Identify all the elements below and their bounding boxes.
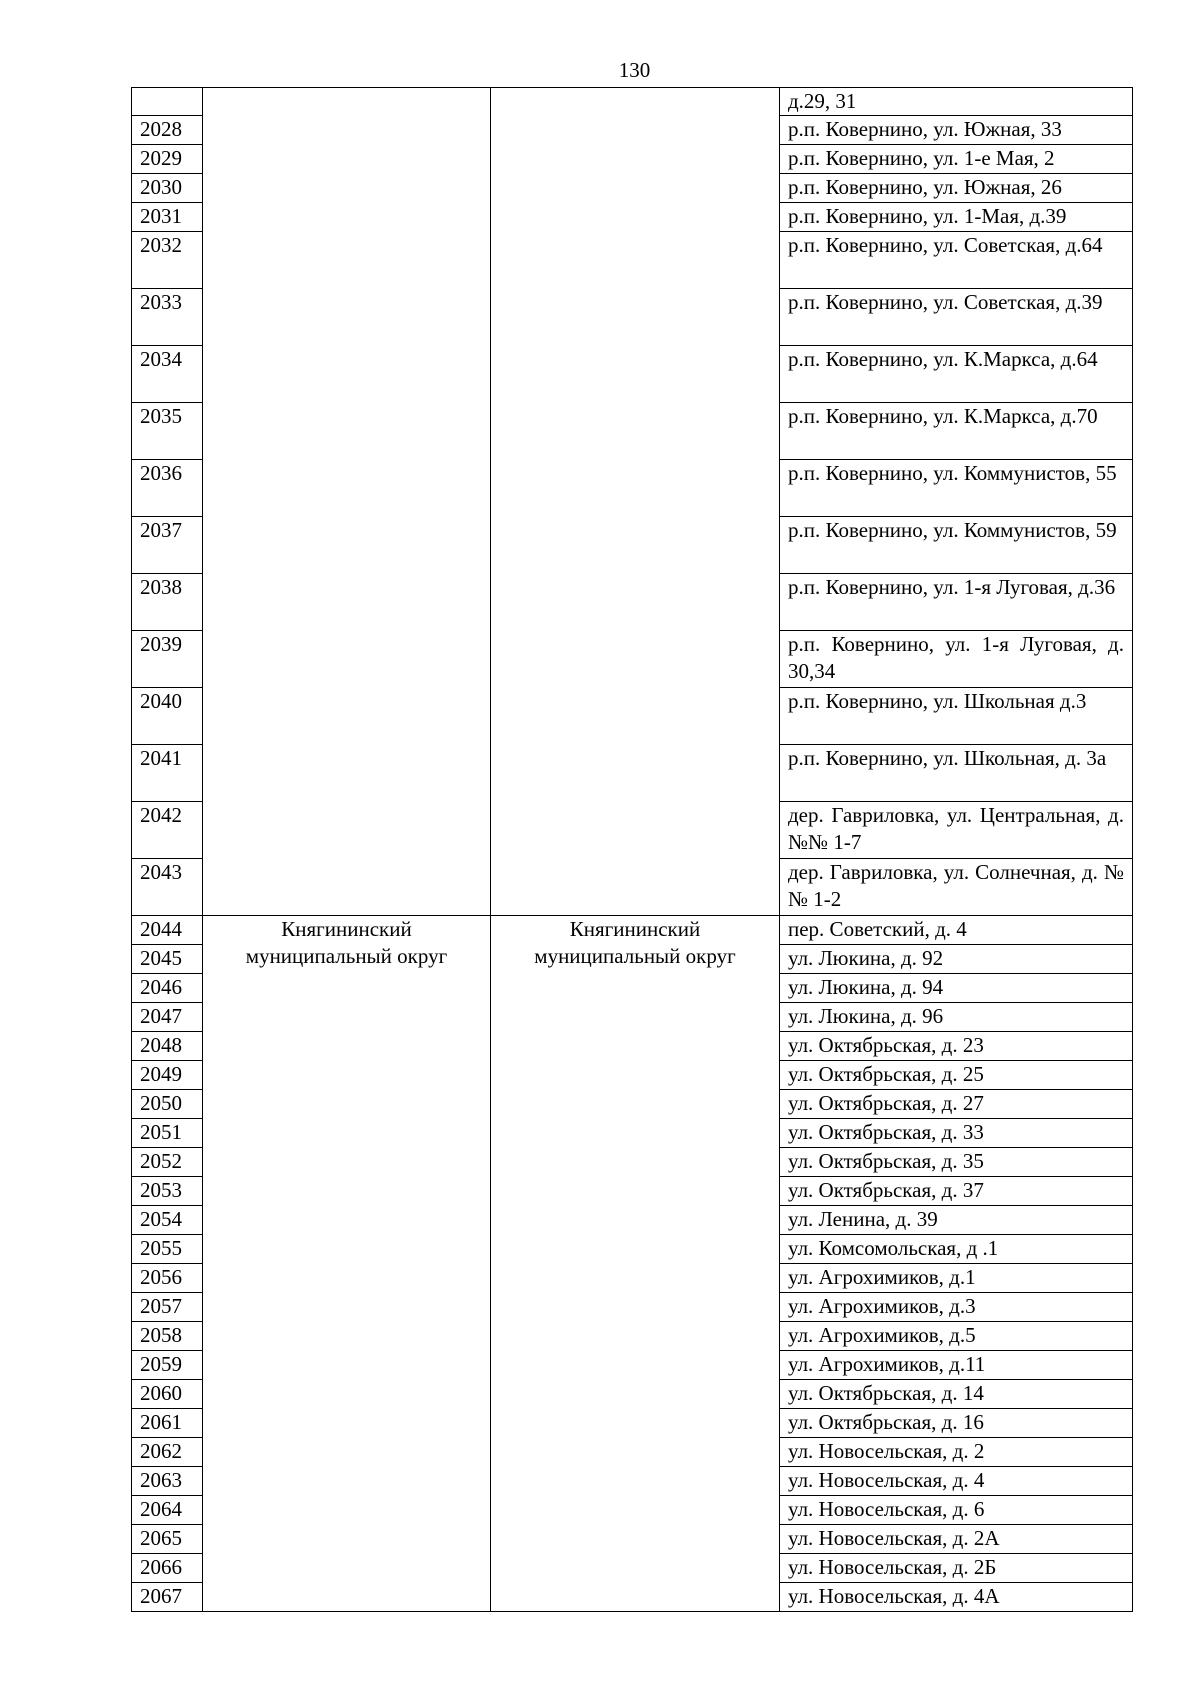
address-cell: ул. Октябрьская, д. 35 [780,1148,1133,1177]
address-cell: ул. Новосельская, д. 4А [780,1583,1133,1612]
address-cell: р.п. Ковернино, ул. К.Маркса, д.64 [780,346,1133,403]
row-number: 2050 [132,1090,203,1119]
address-cell: ул. Октябрьская, д. 33 [780,1119,1133,1148]
row-number: 2052 [132,1148,203,1177]
row-number: 2037 [132,517,203,574]
row-number: 2054 [132,1206,203,1235]
row-number: 2064 [132,1496,203,1525]
address-cell: ул. Новосельская, д. 2Б [780,1554,1133,1583]
row-number: 2040 [132,688,203,745]
row-number: 2044 [132,916,203,945]
row-number: 2043 [132,859,203,916]
row-number: 2032 [132,232,203,289]
row-number: 2047 [132,1003,203,1032]
row-number: 2038 [132,574,203,631]
row-number: 2062 [132,1438,203,1467]
row-number: 2059 [132,1351,203,1380]
row-number: 2046 [132,974,203,1003]
organization-cell: Княгининский муниципальный округ [491,916,780,1612]
row-number: 2053 [132,1177,203,1206]
row-number: 2057 [132,1293,203,1322]
row-number: 2066 [132,1554,203,1583]
address-cell: ул. Новосельская, д. 4 [780,1467,1133,1496]
row-number: 2051 [132,1119,203,1148]
row-number: 2060 [132,1380,203,1409]
address-cell: р.п. Ковернино, ул. К.Маркса, д.70 [780,403,1133,460]
row-number: 2065 [132,1525,203,1554]
address-cell: д.29, 31 [780,88,1133,116]
row-number: 2067 [132,1583,203,1612]
row-number: 2058 [132,1322,203,1351]
address-cell: ул. Новосельская, д. 6 [780,1496,1133,1525]
row-number: 2045 [132,945,203,974]
row-number: 2033 [132,289,203,346]
address-cell: ул. Октябрьская, д. 14 [780,1380,1133,1409]
address-cell: пер. Советский, д. 4 [780,916,1133,945]
address-cell: ул. Новосельская, д. 2А [780,1525,1133,1554]
address-cell: р.п. Ковернино, ул. 1-я Луговая, д.36 [780,574,1133,631]
address-cell: дер. Гавриловка, ул. Солнечная, д. №№ 1-2 [780,859,1133,916]
address-cell: ул. Новосельская, д. 2 [780,1438,1133,1467]
row-number: 2036 [132,460,203,517]
address-cell: р.п. Ковернино, ул. 1-Мая, д.39 [780,203,1133,232]
address-cell: р.п. Ковернино, ул. Школьная, д. 3а [780,745,1133,802]
table-row [132,916,1133,945]
address-cell: р.п. Ковернино, ул. 1-е Мая, 2 [780,145,1133,174]
address-cell: ул. Октябрьская, д. 16 [780,1409,1133,1438]
row-number [132,88,203,116]
row-number: 2030 [132,174,203,203]
row-number: 2048 [132,1032,203,1061]
address-cell: ул. Комсомольская, д .1 [780,1235,1133,1264]
address-cell: ул. Агрохимиков, д.11 [780,1351,1133,1380]
address-cell: ул. Ленина, д. 39 [780,1206,1133,1235]
row-number: 2035 [132,403,203,460]
row-number: 2028 [132,116,203,145]
address-cell: р.п. Ковернино, ул. Советская, д.39 [780,289,1133,346]
address-cell: ул. Октябрьская, д. 23 [780,1032,1133,1061]
table-row [132,88,1133,116]
address-cell: дер. Гавриловка, ул. Центральная, д.№№ 1-7 [780,802,1133,859]
address-cell: ул. Люкина, д. 96 [780,1003,1133,1032]
row-number: 2049 [132,1061,203,1090]
row-number: 2063 [132,1467,203,1496]
page-number: 130 [618,58,651,82]
address-cell: р.п. Ковернино, ул. 1-я Луговая, д. 30,34 [780,631,1133,688]
row-number: 2056 [132,1264,203,1293]
address-cell: ул. Люкина, д. 92 [780,945,1133,974]
address-cell: ул. Октябрьская, д. 25 [780,1061,1133,1090]
row-number: 2042 [132,802,203,859]
address-cell: р.п. Ковернино, ул. Коммунистов, 55 [780,460,1133,517]
address-cell: ул. Агрохимиков, д.5 [780,1322,1133,1351]
row-number: 2061 [132,1409,203,1438]
municipality-cell: Княгининский муниципальный округ [203,916,491,1612]
organization-cell-empty [491,88,780,916]
address-cell: р.п. Ковернино, ул. Южная, 33 [780,116,1133,145]
address-cell: р.п. Ковернино, ул. Школьная д.3 [780,688,1133,745]
address-cell: ул. Октябрьская, д. 37 [780,1177,1133,1206]
row-number: 2029 [132,145,203,174]
row-number: 2031 [132,203,203,232]
municipality-cell-empty [203,88,491,916]
address-cell: ул. Люкина, д. 94 [780,974,1133,1003]
address-cell: ул. Агрохимиков, д.3 [780,1293,1133,1322]
row-number: 2039 [132,631,203,688]
row-number: 2041 [132,745,203,802]
row-number: 2055 [132,1235,203,1264]
row-number: 2034 [132,346,203,403]
address-cell: ул. Агрохимиков, д.1 [780,1264,1133,1293]
address-cell: р.п. Ковернино, ул. Советская, д.64 [780,232,1133,289]
address-cell: р.п. Ковернино, ул. Южная, 26 [780,174,1133,203]
address-table [131,87,1133,1612]
address-cell: ул. Октябрьская, д. 27 [780,1090,1133,1119]
address-cell: р.п. Ковернино, ул. Коммунистов, 59 [780,517,1133,574]
